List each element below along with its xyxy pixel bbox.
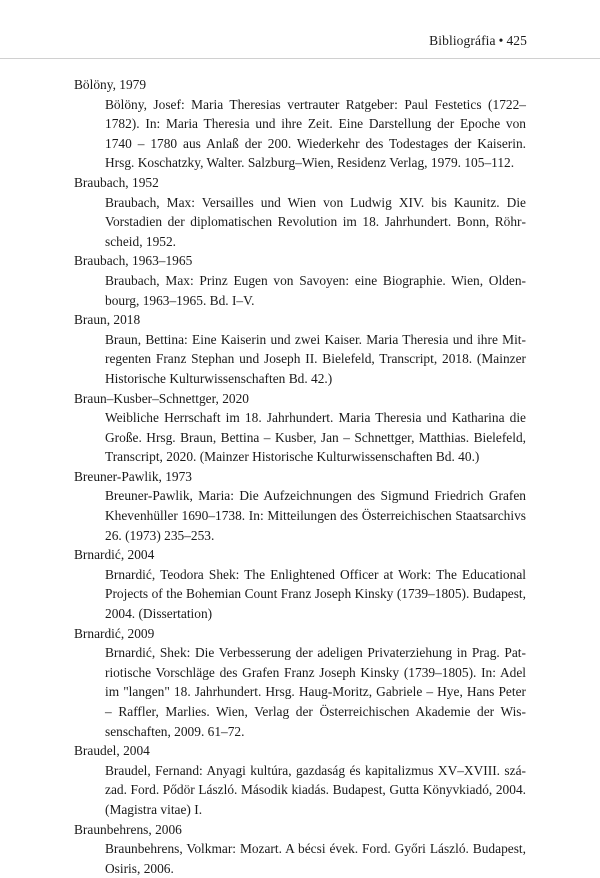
entry-key: Braubach, 1963–1965: [74, 253, 193, 269]
entry-citation: Brnardić, Shek: Die Verbesserung der adeligen Privaterziehung in Prag. Patriotische Vorschläge des Grafen Franz Joseph Kinsky (1739–1805). In: Adel im "langen" 18. Jahrhundert. Hrsg. Haug-Moritz, Gabriele – Hye, Hans Peter – Raffler, Marlies. Wien, Verlag der Österreichischen Akademie der Wissenschaften, 2009. 61–72.: [105, 645, 526, 739]
bullet-separator: •: [498, 33, 504, 48]
entry-citation: Braubach, Max: Prinz Eugen von Savoyen: eine Biographie. Wien, Oldenbourg, 1963–1965. Bd. I–V.: [105, 272, 526, 308]
bibliography-list: [74, 75, 526, 878]
page-number: 425: [506, 33, 527, 48]
bibliography-entry: [74, 251, 526, 310]
running-head: [429, 33, 527, 49]
bibliography-entry: [74, 389, 526, 467]
entry-citation: Braunbehrens, Volkmar: Mozart. A bécsi évek. Ford. Győri László. Budapest, Osiris, 2006.: [105, 841, 526, 876]
bibliography-entry: [74, 820, 526, 878]
bibliography-entry: [74, 173, 526, 251]
entry-citation: Brnardić, Teodora Shek: The Enlightened Officer at Work: The Educational Projects of the Bohemian Count Franz Joseph Kinsky (1739–1805). Budapest, 2004. (Dissertation): [105, 566, 526, 622]
entry-key: Braubach, 1952: [74, 174, 159, 190]
bibliography-entry: [74, 741, 526, 819]
entry-key: Braun, 2018: [74, 312, 141, 328]
bibliography-entry: [74, 624, 526, 742]
entry-key: Bölöny, 1979: [74, 77, 147, 92]
entry-citation: Braudel, Fernand: Anyagi kultúra, gazdaság és kapitalizmus XV–XVIII. század. Ford. Pődör László. Második kiadás. Budapest, Gutta Könyvkiadó, 2004. (Magistra vitae) I.: [105, 762, 526, 817]
entry-key: Braun–Kusber–Schnettger, 2020: [74, 390, 249, 406]
bibliography-entry: [74, 545, 526, 623]
entry-citation: Braun, Bettina: Eine Kaiserin und zwei Kaiser. Maria Theresia und ihre Mitregenten Franz Stephan und Joseph II. Bielefeld, Transcript, 2018. (Mainzer Historische Kulturwissenschaften Bd. 42.): [105, 331, 526, 386]
entry-key: Braudel, 2004: [74, 743, 150, 759]
entry-citation: Braubach, Max: Versailles und Wien von Ludwig XIV. bis Kaunitz. Die Vorstadien der diplomatischen Revolution im 18. Jahrhundert. Bonn, Röhrscheid, 1952.: [105, 194, 526, 249]
bibliography-entry: [74, 75, 526, 173]
bibliography-entry: [74, 467, 526, 545]
header-divider: [0, 58, 600, 59]
entry-key: Brnardić, 2004: [74, 547, 155, 563]
entry-key: Braunbehrens, 2006: [74, 821, 182, 837]
entry-key: Breuner-Pawlik, 1973: [74, 468, 192, 484]
entry-key: Brnardić, 2009: [74, 625, 155, 641]
bibliography-entry: [74, 310, 526, 388]
entry-citation: Bölöny, Josef: Maria Theresias vertrauter Ratgeber: Paul Festetics (1722–1782). In: Maria Theresia und ihre Zeit. Eine Darstellung der Epoche von 1740 – 1780 aus Anlaß der 200. Wiederkehr des Todestages der Kaiserin. Hrsg. Koschatzky, Walter. Salzburg–Wien, Residenz Verlag, 1979. 105–112.: [105, 96, 526, 171]
entry-citation: Weibliche Herrschaft im 18. Jahrhundert. Maria Theresia und Katharina die Große. Hrsg. Braun, Bettina – Kusber, Jan – Schnettger, Matthias. Bielefeld, Transcript, 2020. (Mainzer Historische Kulturwissenschaften Bd. 40.): [105, 410, 526, 465]
entry-citation: Breuner-Pawlik, Maria: Die Aufzeichnungen des Sigmund Friedrich Grafen Khevenhüller 1690–1738. In: Mitteilungen des Österreichischen Staatsarchivs 26. (1973) 235–253.: [105, 488, 526, 543]
section-title: Bibliográfia: [429, 33, 496, 48]
